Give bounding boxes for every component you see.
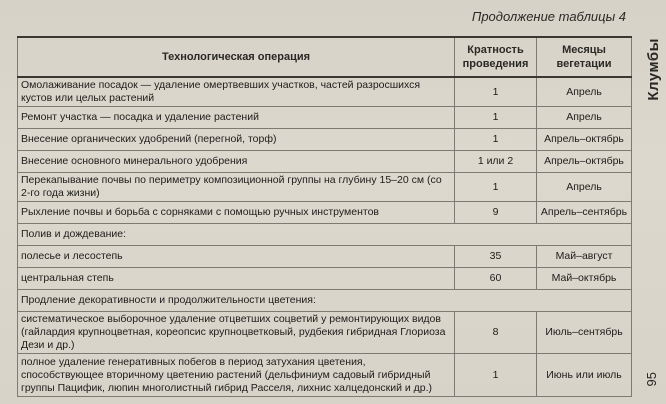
table-row [18, 107, 632, 129]
frequency-cell: 1 [455, 77, 537, 107]
months-cell: Апрель–октябрь [537, 129, 632, 151]
frequency-cell: 9 [455, 202, 537, 224]
operations-table [17, 36, 631, 397]
operation-cell: Омолаживание посадок — удаление омертвевших участков, частей разросшихся кустов или целых растений [18, 77, 455, 107]
operation-cell: полное удаление генеративных побегов в период затухания цветения, способствующее вторичному цветению растений (дельфиниум садовый гибридный группы Пацифик, люпин многолистный гибрид Расселя, лихнис халцедонский и др.) [18, 354, 455, 397]
table-row [18, 354, 632, 397]
column-header-frequency: Кратность проведения [455, 37, 537, 77]
months-cell: Апрель–октябрь [537, 151, 632, 173]
operation-cell: полесье и лесостепь [18, 246, 455, 268]
frequency-cell: 35 [455, 246, 537, 268]
table-header-row [18, 37, 632, 77]
table-row [18, 77, 632, 107]
table-row [18, 246, 632, 268]
side-section-label: Клумбы [645, 38, 662, 101]
section-heading-watering: Полив и дождевание: [18, 224, 632, 246]
column-header-operation: Технологическая операция [18, 37, 455, 77]
frequency-cell: 1 или 2 [455, 151, 537, 173]
operation-cell: Рыхление почвы и борьба с сорняками с помощью ручных инструментов [18, 202, 455, 224]
table-row [18, 151, 632, 173]
table-row [18, 312, 632, 354]
frequency-cell: 1 [455, 129, 537, 151]
operation-cell: центральная степь [18, 268, 455, 290]
operation-cell: Внесение основного минерального удобрения [18, 151, 455, 173]
table-row [18, 129, 632, 151]
months-cell: Июль–сентябрь [537, 312, 632, 354]
continuation-title: Продолжение таблицы 4 [471, 9, 626, 24]
frequency-cell: 1 [455, 107, 537, 129]
months-cell: Июнь или июль [537, 354, 632, 397]
section-heading-flowering: Продление декоративности и продолжительности цветения: [18, 290, 632, 312]
operation-cell: систематическое выборочное удаление отцветших соцветий у ремонтирующих видов (гайлардия крупноцветная, кореопсис крупноцветковый, рудбекия гибридная Глориоза Дези и др.) [18, 312, 455, 354]
months-cell: Май–октябрь [537, 268, 632, 290]
table-section-row [18, 224, 632, 246]
column-header-months: Месяцы вегетации [537, 37, 632, 77]
table-row [18, 268, 632, 290]
operation-cell: Ремонт участка — посадка и удаление растений [18, 107, 455, 129]
months-cell: Апрель [537, 107, 632, 129]
table-row [18, 202, 632, 224]
operation-cell: Перекапывание почвы по периметру композиционной группы на глубину 15–20 см (со 2-го года жизни) [18, 173, 455, 202]
operation-cell: Внесение органических удобрений (перегной, торф) [18, 129, 455, 151]
frequency-cell: 1 [455, 173, 537, 202]
months-cell: Апрель–сентябрь [537, 202, 632, 224]
months-cell: Май–август [537, 246, 632, 268]
table-row [18, 173, 632, 202]
frequency-cell: 8 [455, 312, 537, 354]
months-cell: Апрель [537, 77, 632, 107]
table-section-row [18, 290, 632, 312]
months-cell: Апрель [537, 173, 632, 202]
page-number: 95 [644, 372, 659, 387]
frequency-cell: 1 [455, 354, 537, 397]
frequency-cell: 60 [455, 268, 537, 290]
